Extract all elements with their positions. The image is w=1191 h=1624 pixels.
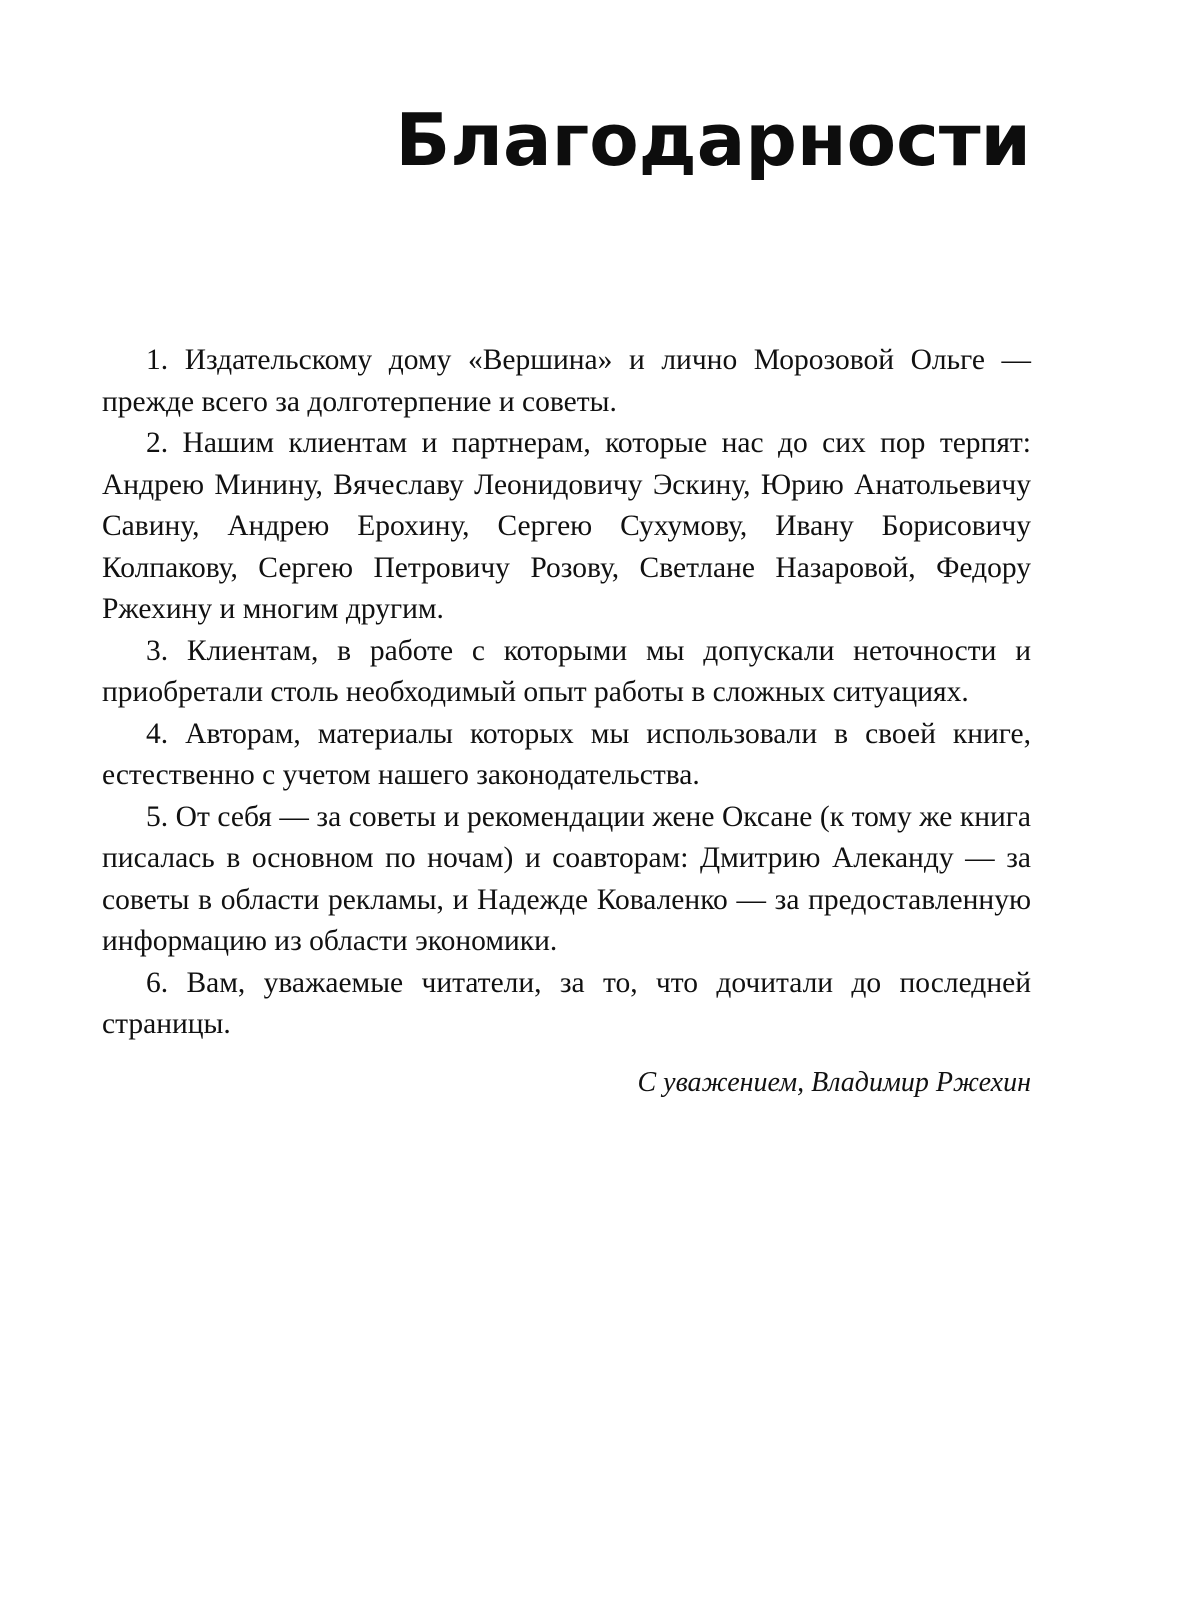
page-title: Благодарности bbox=[395, 98, 1031, 182]
acknowledgement-item-2: 2. Нашим клиентам и партнерам, которые нас до сих пор терпят: Андрею Минину, Вячеславу Леонидовичу Эскину, Юрию Анатольевичу Савину, Андрею Ерохину, Сергею Сухумову, Ивану Борисовичу Колпакову, Сергею Петровичу Розову, Светлане Назаровой, Федору Ржехину и многим другим. bbox=[102, 427, 1031, 625]
acknowledgement-item-5: 5. От себя — за советы и рекомендации жене Оксане (к тому же книга писалась в основном по ночам) и соавторам: Дмитрию Алеканду — за советы в области рекламы, и Надежде Коваленко — за предоставленную информацию из области экономики. bbox=[102, 800, 1031, 957]
acknowledgement-item-4: 4. Авторам, материалы которых мы использовали в своей книге, естественно с учетом нашего законодательства. bbox=[102, 717, 1031, 791]
acknowledgement-item-1: 1. Издательскому дому «Вершина» и лично Морозовой Ольге — прежде всего за долготерпение и советы. bbox=[102, 344, 1031, 418]
author-signature: С уважением, Владимир Ржехин bbox=[637, 1067, 1031, 1098]
acknowledgement-item-6: 6. Вам, уважаемые читатели, за то, что дочитали до последней страницы. bbox=[102, 966, 1031, 1040]
acknowledgement-item-3: 3. Клиентам, в работе с которыми мы допускали неточности и приобретали столь необходимый опыт работы в сложных ситуациях. bbox=[102, 634, 1031, 708]
acknowledgements-list bbox=[102, 340, 1031, 1046]
